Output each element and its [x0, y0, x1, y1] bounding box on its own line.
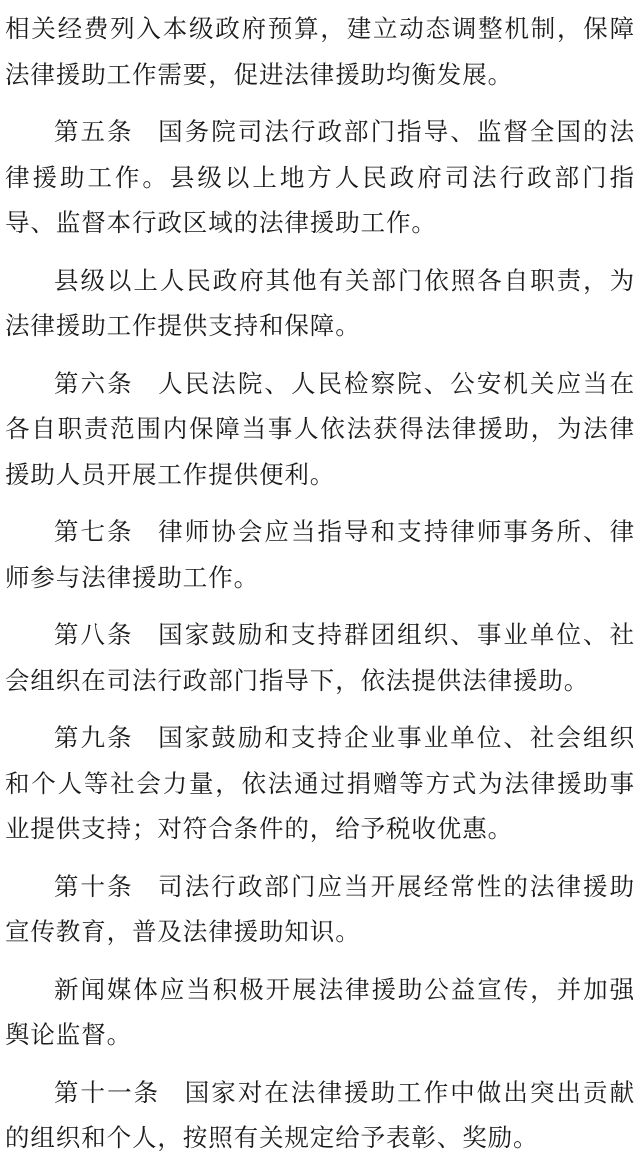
paragraph-text: 相关经费列入本级政府预算，建立动态调整机制，保障法律援助工作需要，促进法律援助均衡发展。	[5, 14, 635, 89]
article-text: 人民法院、人民检察院、公安机关应当在各自职责范围内保障当事人依法获得法律援助，为法律援助人员开展工作提供便利。	[5, 368, 635, 489]
article-8	[5, 612, 635, 703]
article-7	[5, 509, 635, 600]
article-9	[5, 715, 635, 852]
document-page	[5, 0, 635, 1152]
article-text: 国家鼓励和支持企业事业单位、社会组织和个人等社会力量，依法通过捐赠等方式为法律援助事业提供支持；对符合条件的，给予税收优惠。	[5, 723, 635, 843]
paragraph-text: 新闻媒体应当积极开展法律援助公益宣传，并加强舆论监督。	[5, 974, 635, 1049]
article-number: 第七条	[54, 517, 134, 546]
article-text: 司法行政部门应当开展经常性的法律援助宣传教育，普及法律援助知识。	[5, 871, 635, 946]
article-number: 第十条	[54, 871, 134, 901]
article-text: 国家对在法律援助工作中做出突出贡献的组织和个人，按照有关规定给予表彰、奖励。	[5, 1077, 635, 1152]
paragraph-support	[5, 258, 635, 349]
article-5	[5, 109, 635, 246]
article-11	[5, 1070, 635, 1161]
paragraph-text: 县级以上人民政府其他有关部门依照各自职责，为法律援助工作提供支持和保障。	[5, 265, 635, 340]
article-text: 国家鼓励和支持群团组织、事业单位、社会组织在司法行政部门指导下，依法提供法律援助。	[5, 620, 635, 695]
article-number: 第十一条	[54, 1077, 161, 1107]
article-number: 第五条	[54, 117, 134, 146]
paragraph-media	[5, 967, 635, 1058]
article-10	[5, 864, 635, 955]
article-number: 第九条	[54, 723, 134, 752]
article-number: 第六条	[54, 368, 134, 398]
paragraph-funding	[5, 6, 635, 97]
article-text: 律师协会应当指导和支持律师事务所、律师参与法律援助工作。	[5, 517, 635, 592]
article-6	[5, 361, 635, 498]
article-text: 国务院司法行政部门指导、监督全国的法律援助工作。县级以上地方人民政府司法行政部门指导、监督本行政区域的法律援助工作。	[5, 117, 635, 237]
article-number: 第八条	[54, 620, 134, 649]
